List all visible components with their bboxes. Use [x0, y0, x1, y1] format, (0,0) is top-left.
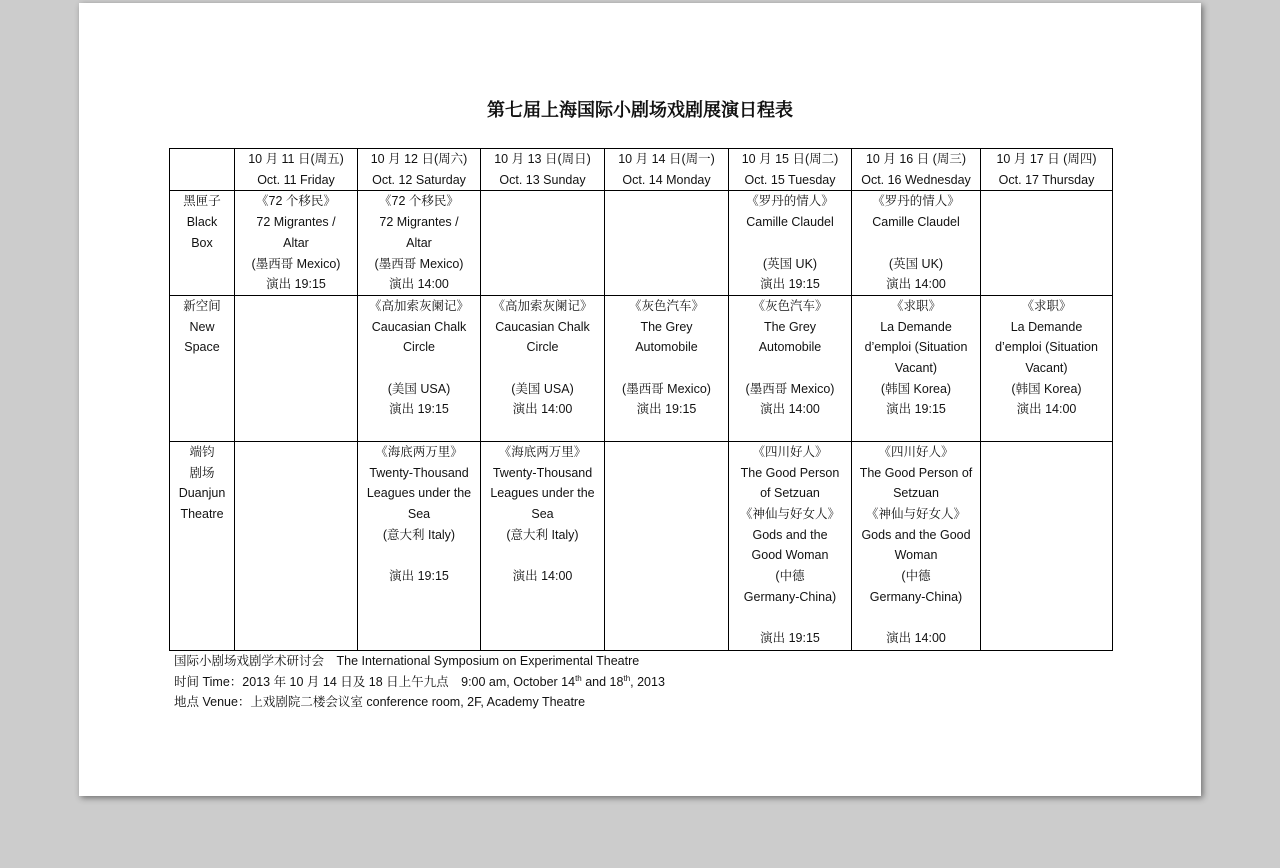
symposium-notes: [174, 651, 665, 713]
header-cell: 10 月 11 日(周五) Oct. 11 Friday: [235, 149, 358, 191]
venue-cell: 新空间 New Space: [170, 295, 235, 441]
symposium-title: 国际小剧场戏剧学术研讨会 The International Symposium on Experimental Theatre: [174, 654, 640, 668]
row-duanjun: [170, 441, 1113, 650]
performance-cell: 《海底两万里》 Twenty-Thousand Leagues under the Sea (意大利 Italy) 演出 14:00: [481, 441, 605, 650]
page-title: 第七届上海国际小剧场戏剧展演日程表: [487, 100, 793, 121]
performance-cell: 《求职》 La Demande d’emploi (Situation Vacant) (韩国 Korea) 演出 19:15: [852, 295, 981, 441]
venue-cell: 黑匣子 Black Box: [170, 191, 235, 296]
empty-cell: [481, 191, 605, 296]
empty-cell: [981, 191, 1113, 296]
empty-cell: [235, 295, 358, 441]
performance-cell: 《高加索灰阑记》 Caucasian Chalk Circle (美国 USA) 演出 14:00: [481, 295, 605, 441]
performance-cell: 《四川好人》 The Good Person of Setzuan 《神仙与好女人》 Gods and the Good Woman (中德 Germany-China) 演出 19:15: [729, 441, 852, 650]
performance-cell: 《灰色汽车》 The Grey Automobile (墨西哥 Mexico) 演出 19:15: [605, 295, 729, 441]
schedule-table: [169, 148, 1113, 651]
empty-cell: [235, 441, 358, 650]
row-new-space: [170, 295, 1113, 441]
header-cell: 10 月 14 日(周一) Oct. 14 Monday: [605, 149, 729, 191]
performance-cell: 《罗丹的情人》 Camille Claudel (英国 UK) 演出 14:00: [852, 191, 981, 296]
header-cell: 10 月 15 日(周二) Oct. 15 Tuesday: [729, 149, 852, 191]
venue-cell: 端钧 剧场 Duanjun Theatre: [170, 441, 235, 650]
header-cell: 10 月 17 日 (周四) Oct. 17 Thursday: [981, 149, 1113, 191]
symposium-time: 时间 Time：2013 年 10 月 14 日及 18 日上午九点 9:00 am, October 14th and 18th, 2013: [174, 673, 665, 689]
header-row: [170, 149, 1113, 191]
header-cell: 10 月 12 日(周六) Oct. 12 Saturday: [358, 149, 481, 191]
symposium-venue: 地点 Venue：上戏剧院二楼会议室 conference room, 2F, Academy Theatre: [174, 695, 586, 709]
performance-cell: 《四川好人》 The Good Person of Setzuan 《神仙与好女人》 Gods and the Good Woman (中德 Germany-China) 演出 14:00: [852, 441, 981, 650]
header-cell: 10 月 16 日 (周三) Oct. 16 Wednesday: [852, 149, 981, 191]
empty-cell: [605, 191, 729, 296]
performance-cell: 《灰色汽车》 The Grey Automobile (墨西哥 Mexico) 演出 14:00: [729, 295, 852, 441]
performance-cell: 《海底两万里》 Twenty-Thousand Leagues under the Sea (意大利 Italy) 演出 19:15: [358, 441, 481, 650]
empty-cell: [605, 441, 729, 650]
performance-cell: 《罗丹的情人》 Camille Claudel (英国 UK) 演出 19:15: [729, 191, 852, 296]
document-page: [79, 3, 1201, 796]
performance-cell: 《求职》 La Demande d’emploi (Situation Vacant) (韩国 Korea) 演出 14:00: [981, 295, 1113, 441]
row-black-box: [170, 191, 1113, 296]
performance-cell: 《高加索灰阑记》 Caucasian Chalk Circle (美国 USA) 演出 19:15: [358, 295, 481, 441]
header-cell: 10 月 13 日(周日) Oct. 13 Sunday: [481, 149, 605, 191]
corner-cell: [170, 149, 235, 191]
performance-cell: 《72 个移民》 72 Migrantes / Altar (墨西哥 Mexico) 演出 14:00: [358, 191, 481, 296]
performance-cell: 《72 个移民》 72 Migrantes / Altar (墨西哥 Mexico) 演出 19:15: [235, 191, 358, 296]
empty-cell: [981, 441, 1113, 650]
